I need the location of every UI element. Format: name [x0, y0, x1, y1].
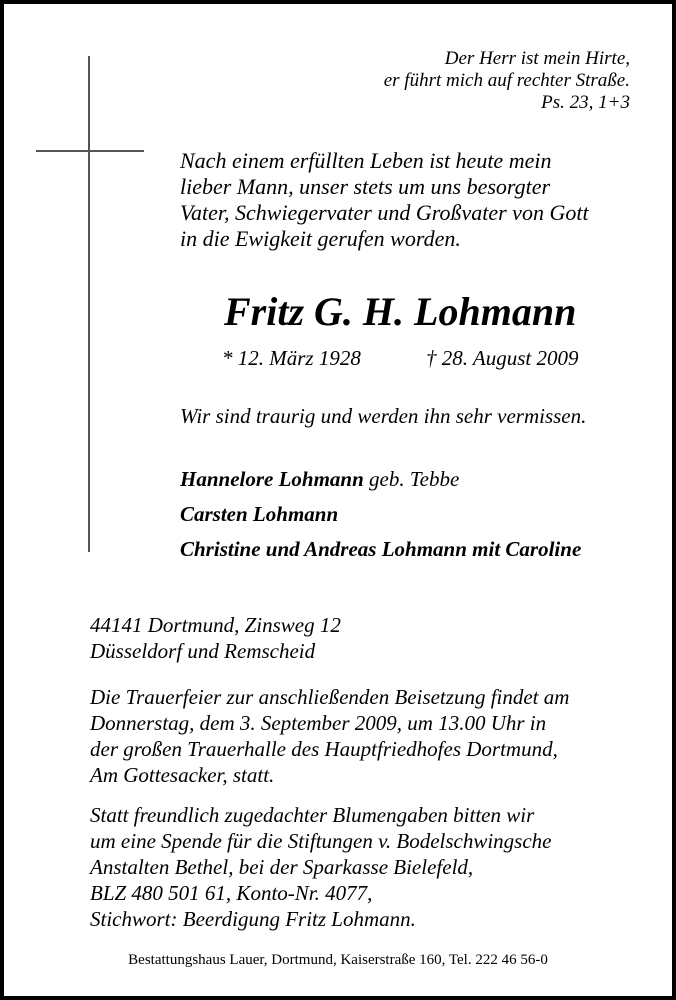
family-member-1-name: Hannelore Lohmann: [180, 467, 364, 491]
funeral-line-1: Die Trauerfeier zur anschließenden Beisetzung findet am: [90, 685, 570, 709]
announcement-text: [180, 148, 589, 252]
announcement-line-2: lieber Mann, unser stets um uns besorgter: [180, 174, 551, 199]
psalm-line-2: er führt mich auf rechter Straße.: [383, 70, 630, 91]
birth-date: * 12. März 1928: [222, 346, 361, 370]
psalm-line-1: Der Herr ist mein Hirte,: [444, 48, 630, 69]
funeral-home-footer: Bestattungshaus Lauer, Dortmund, Kaiserstraße 160, Tel. 222 46 56-0: [128, 952, 548, 968]
donation-line-4: BLZ 480 501 61, Konto-Nr. 4077,: [90, 881, 373, 905]
announcement-line-1: Nach einem erfüllten Leben ist heute mein: [180, 148, 552, 173]
donation-line-1: Statt freundlich zugedachter Blumengaben bitten wir: [90, 803, 535, 827]
family-member-1-note: geb. Tebbe: [369, 467, 460, 491]
family-member-2: Carsten Lohmann: [180, 502, 339, 526]
announcement-line-4: in die Ewigkeit gerufen worden.: [180, 226, 461, 251]
address-line-1: 44141 Dortmund, Zinsweg 12: [90, 613, 341, 637]
funeral-line-4: Am Gottesacker, statt.: [90, 763, 275, 787]
psalm-reference: Ps. 23, 1+3: [541, 92, 630, 113]
psalm-quote: [384, 48, 630, 114]
address-block: [90, 612, 341, 664]
announcement-line-3: Vater, Schwiegervater und Großvater von Gott: [180, 200, 589, 225]
family-list: [180, 462, 581, 567]
death-date: † 28. August 2009: [426, 346, 579, 370]
address-line-2: Düsseldorf und Remscheid: [90, 639, 316, 663]
donation-line-5: Stichwort: Beerdigung Fritz Lohmann.: [90, 907, 416, 931]
family-member-1: [180, 462, 581, 497]
mourning-line: Wir sind traurig und werden ihn sehr vermissen.: [180, 404, 587, 428]
donation-line-3: Anstalten Bethel, bei der Sparkasse Bielefeld,: [90, 855, 474, 879]
funeral-info: [90, 684, 569, 788]
deceased-name: Fritz G. H. Lohmann: [224, 289, 577, 334]
family-member-3: Christine und Andreas Lohmann mit Caroline: [180, 537, 582, 561]
donation-info: [90, 802, 552, 932]
cross-horizontal-bar: [36, 150, 144, 152]
funeral-line-3: der großen Trauerhalle des Hauptfriedhofes Dortmund,: [90, 737, 558, 761]
funeral-line-2: Donnerstag, dem 3. September 2009, um 13.00 Uhr in: [90, 711, 547, 735]
donation-line-2: um eine Spende für die Stiftungen v. Bodelschwingsche: [90, 829, 552, 853]
cross-vertical-bar: [88, 56, 90, 552]
